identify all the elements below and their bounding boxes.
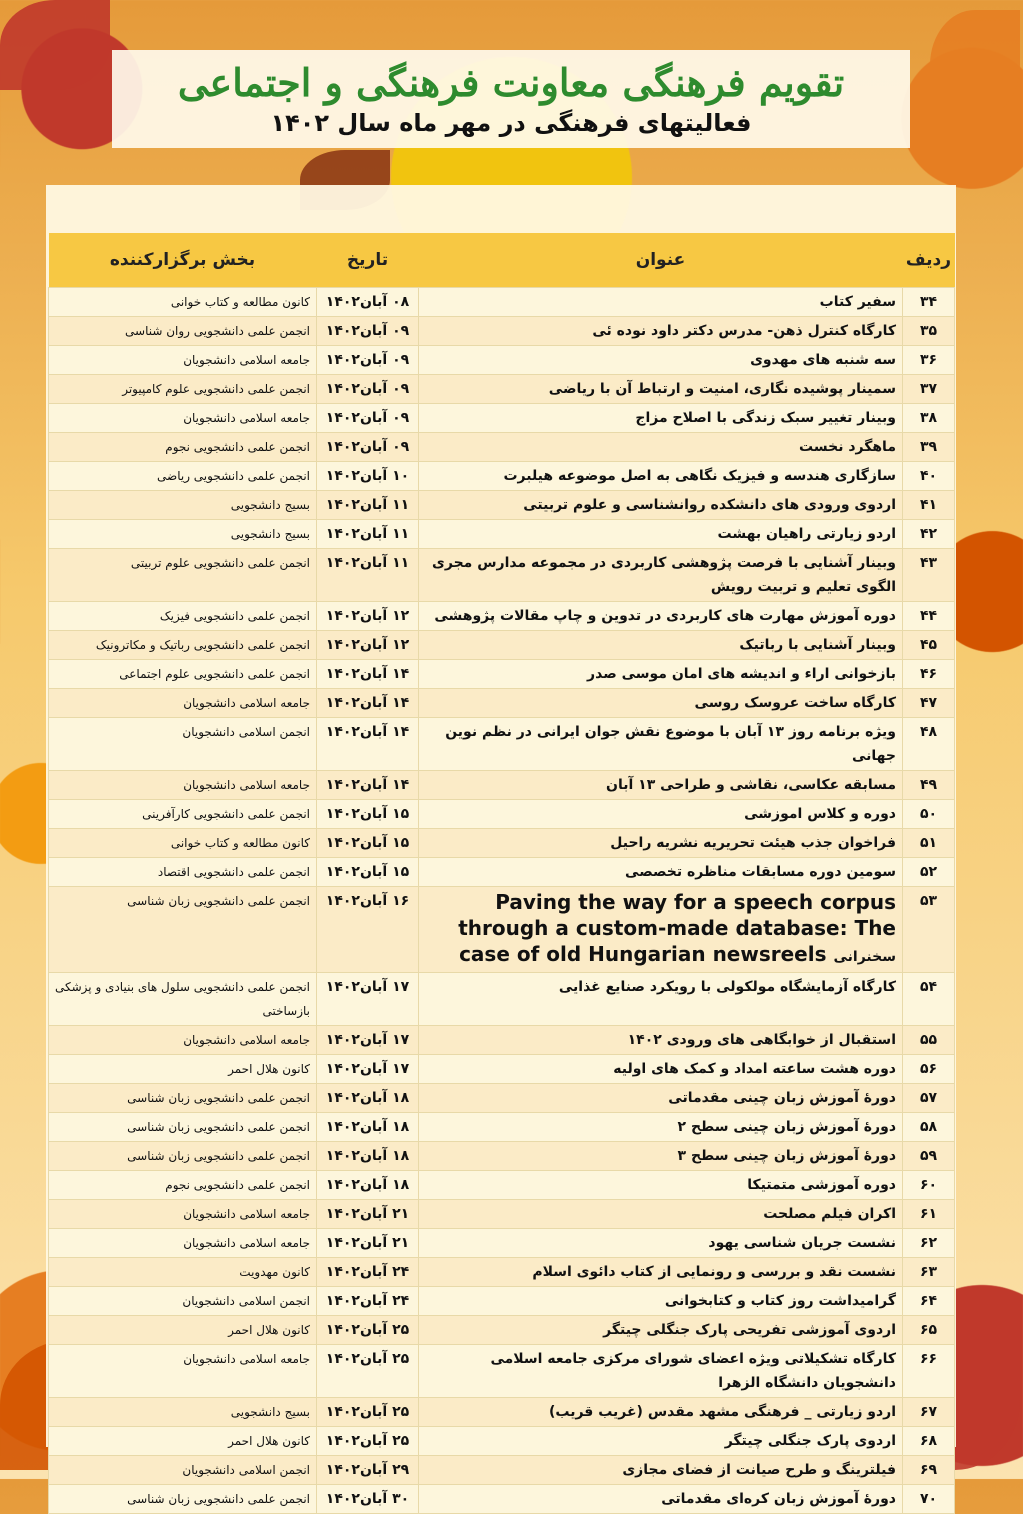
event-date-cell: ۱۱ آبان۱۴۰۲ [317,549,419,602]
event-date-cell: ۲۱ آبان۱۴۰۲ [317,1229,419,1258]
organizer-cell: جامعه اسلامی دانشجویان [49,1229,317,1258]
event-date-cell: ۱۱ آبان۱۴۰۲ [317,520,419,549]
event-title-cell: وبینار آشنایی با فرصت پژوهشی کاربردی در مجموعه مدارس مجری الگوی تعلیم و تربیت رویش [419,549,903,602]
event-date-cell: ۲۹ آبان۱۴۰۲ [317,1456,419,1485]
row-number-cell: ۶۱ [903,1200,955,1229]
organizer-cell: انجمن علمی دانشجویی نجوم [49,1171,317,1200]
organizer-cell: بسیج دانشجویی [49,520,317,549]
event-title-cell: فیلترینگ و طرح صیانت از فضای مجازی [419,1456,903,1485]
organizer-cell: انجمن اسلامی دانشجویان [49,1287,317,1316]
event-date-cell: ۱۲ آبان۱۴۰۲ [317,631,419,660]
organizer-cell: انجمن علمی دانشجویی سلول های بنیادی و پزشکی بازساختی [49,973,317,1026]
organizer-cell: کانون هلال احمر [49,1316,317,1345]
event-title-cell: اردو زیارتی _ فرهنگی مشهد مقدس (غریب قریب) [419,1398,903,1427]
event-date-cell: ۰۹ آبان۱۴۰۲ [317,346,419,375]
table-row [49,1113,955,1142]
row-number-cell: ۴۳ [903,549,955,602]
event-title-cell: دوره آموزشی متمتیکا [419,1171,903,1200]
event-date-cell: ۲۵ آبان۱۴۰۲ [317,1398,419,1427]
event-title-cell: سازگاری هندسه و فیزیک نگاهی به اصل موضوعه هیلبرت [419,462,903,491]
event-date-cell: ۲۵ آبان۱۴۰۲ [317,1345,419,1398]
row-number-cell: ۵۶ [903,1055,955,1084]
table-row [49,288,955,317]
row-number-cell: ۳۹ [903,433,955,462]
row-number-cell: ۶۸ [903,1427,955,1456]
table-row [49,829,955,858]
event-title-cell: نشست نقد و بررسی و رونمایی از کتاب دائوی اسلام [419,1258,903,1287]
table-row [49,1142,955,1171]
table-row [49,689,955,718]
event-title-cell: ماهگرد نخست [419,433,903,462]
organizer-cell: جامعه اسلامی دانشجویان [49,1345,317,1398]
table-row [49,602,955,631]
column-header-organizer: بخش برگزارکننده [49,233,317,288]
event-title-cell [419,887,903,973]
row-number-cell: ۵۴ [903,973,955,1026]
table-row [49,771,955,800]
row-number-cell: ۶۰ [903,1171,955,1200]
row-number-cell: ۴۱ [903,491,955,520]
event-title-cell: دورهٔ آموزش زبان چینی مقدماتی [419,1084,903,1113]
event-title-cell: کارگاه آزمایشگاه مولکولی با رویکرد صنایع غذایی [419,973,903,1026]
event-date-cell: ۰۸ آبان۱۴۰۲ [317,288,419,317]
organizer-cell: انجمن اسلامی دانشجویان [49,718,317,771]
organizer-cell: کانون مطالعه و کتاب خوانی [49,829,317,858]
event-date-cell: ۱۵ آبان۱۴۰۲ [317,858,419,887]
table-row [49,973,955,1026]
event-title-cell: اکران فیلم مصلحت [419,1200,903,1229]
table-row [49,1055,955,1084]
table-row [49,375,955,404]
row-number-cell: ۵۵ [903,1026,955,1055]
event-date-cell: ۱۷ آبان۱۴۰۲ [317,1055,419,1084]
event-date-cell: ۱۷ آبان۱۴۰۲ [317,973,419,1026]
organizer-cell: جامعه اسلامی دانشجویان [49,404,317,433]
event-title-cell: وبینار آشنایی با رباتیک [419,631,903,660]
event-title-cell: دوره هشت ساعته امداد و کمک های اولیه [419,1055,903,1084]
event-date-cell: ۱۲ آبان۱۴۰۲ [317,602,419,631]
table-row [49,1485,955,1514]
row-number-cell: ۵۳ [903,887,955,973]
event-date-cell: ۰۹ آبان۱۴۰۲ [317,433,419,462]
column-header-row-number: ردیف [903,233,955,288]
event-date-cell: ۱۸ آبان۱۴۰۲ [317,1113,419,1142]
organizer-cell: انجمن علمی دانشجویی زبان شناسی [49,1084,317,1113]
event-title-cell: ویژه برنامه روز ۱۳ آبان با موضوع نقش جوان ایرانی در نظم نوین جهانی [419,718,903,771]
row-number-cell: ۳۶ [903,346,955,375]
row-number-cell: ۶۴ [903,1287,955,1316]
event-title-cell: کارگاه ساخت عروسک روسی [419,689,903,718]
event-date-cell: ۲۱ آبان۱۴۰۲ [317,1200,419,1229]
row-number-cell: ۵۲ [903,858,955,887]
table-row [49,1171,955,1200]
events-table [48,233,955,1514]
organizer-cell: بسیج دانشجویی [49,1398,317,1427]
row-number-cell: ۶۵ [903,1316,955,1345]
event-title-cell: سومین دوره مسابقات مناظره تخصصی [419,858,903,887]
table-body [49,288,955,1514]
row-number-cell: ۴۹ [903,771,955,800]
organizer-cell: کانون مهدویت [49,1258,317,1287]
table-row [49,433,955,462]
event-title-cell: سه شنبه های مهدوی [419,346,903,375]
row-number-cell: ۶۳ [903,1258,955,1287]
table-row [49,800,955,829]
row-number-cell: ۵۷ [903,1084,955,1113]
organizer-cell: انجمن علمی دانشجویی علوم کامپیوتر [49,375,317,404]
organizer-cell: انجمن اسلامی دانشجویان [49,1456,317,1485]
organizer-cell: انجمن علمی دانشجویی اقتصاد [49,858,317,887]
organizer-cell: انجمن علمی دانشجویی علوم تربیتی [49,549,317,602]
table-row [49,346,955,375]
row-number-cell: ۴۸ [903,718,955,771]
event-date-cell: ۱۸ آبان۱۴۰۲ [317,1084,419,1113]
organizer-cell: انجمن علمی دانشجویی زبان شناسی [49,887,317,973]
organizer-cell: انجمن علمی دانشجویی زبان شناسی [49,1142,317,1171]
row-number-cell: ۳۴ [903,288,955,317]
event-title-cell: نشست جریان شناسی یهود [419,1229,903,1258]
event-title-cell: استقبال از خوابگاهی های ورودی ۱۴۰۲ [419,1026,903,1055]
event-title-cell: فراخوان جذب هیئت تحریریه نشریه راحیل [419,829,903,858]
table-row [49,1258,955,1287]
event-date-cell: ۱۵ آبان۱۴۰۲ [317,800,419,829]
event-title-cell: گرامیداشت روز کتاب و کتابخوانی [419,1287,903,1316]
table-row [49,1287,955,1316]
row-number-cell: ۴۵ [903,631,955,660]
event-date-cell: ۱۱ آبان۱۴۰۲ [317,491,419,520]
organizer-cell: انجمن علمی دانشجویی فیزیک [49,602,317,631]
row-number-cell: ۳۷ [903,375,955,404]
organizer-cell: انجمن علمی دانشجویی رباتیک و مکاترونیک [49,631,317,660]
organizer-cell: انجمن علمی دانشجویی نجوم [49,433,317,462]
row-number-cell: ۴۴ [903,602,955,631]
page-subtitle: فعالیتهای فرهنگی در مهر ماه سال ۱۴۰۲ [270,109,752,137]
event-date-cell: ۱۷ آبان۱۴۰۲ [317,1026,419,1055]
event-date-cell: ۱۰ آبان۱۴۰۲ [317,462,419,491]
organizer-cell: جامعه اسلامی دانشجویان [49,1026,317,1055]
event-date-cell: ۲۴ آبان۱۴۰۲ [317,1287,419,1316]
event-date-cell: ۲۵ آبان۱۴۰۲ [317,1427,419,1456]
organizer-cell: جامعه اسلامی دانشجویان [49,346,317,375]
table-row [49,317,955,346]
row-number-cell: ۴۰ [903,462,955,491]
event-title-cell: کارگاه تشکیلاتی ویژه اعضای شورای مرکزی جامعه اسلامی دانشجویان دانشگاه الزهرا [419,1345,903,1398]
row-number-cell: ۵۱ [903,829,955,858]
event-title-cell: مسابقه عکاسی، نقاشی و طراحی ۱۳ آبان [419,771,903,800]
table-row [49,631,955,660]
event-date-cell: ۰۹ آبان۱۴۰۲ [317,375,419,404]
event-date-cell: ۱۴ آبان۱۴۰۲ [317,718,419,771]
table-row [49,660,955,689]
row-number-cell: ۶۹ [903,1456,955,1485]
event-title-cell: اردوی پارک جنگلی چیتگر [419,1427,903,1456]
page-title: تقویم فرهنگی معاونت فرهنگی و اجتماعی [177,60,845,105]
table-row [49,491,955,520]
table-row [49,1229,955,1258]
organizer-cell: انجمن علمی دانشجویی زبان شناسی [49,1485,317,1514]
organizer-cell: جامعه اسلامی دانشجویان [49,1200,317,1229]
event-date-cell: ۰۹ آبان۱۴۰۲ [317,317,419,346]
organizer-cell: جامعه اسلامی دانشجویان [49,689,317,718]
table-row [49,1200,955,1229]
event-date-cell: ۱۵ آبان۱۴۰۲ [317,829,419,858]
table-row [49,1456,955,1485]
organizer-cell: کانون هلال احمر [49,1055,317,1084]
row-number-cell: ۶۲ [903,1229,955,1258]
event-title-cell: وبینار تغییر سبک زندگی با اصلاح مزاج [419,404,903,433]
organizer-cell: انجمن علمی دانشجویی علوم اجتماعی [49,660,317,689]
event-date-cell: ۳۰ آبان۱۴۰۲ [317,1485,419,1514]
event-title-cell: دوره آموزش مهارت های کاربردی در تدوین و چاپ مقالات پژوهشی [419,602,903,631]
table-row [49,404,955,433]
organizer-cell: بسیج دانشجویی [49,491,317,520]
autumn-leaf-decoration [0,0,110,90]
table-row [49,549,955,602]
column-header-date: تاریخ [317,233,419,288]
event-title-cell: دورهٔ آموزش زبان کره‌ای مقدماتی [419,1485,903,1514]
table-row [49,1084,955,1113]
row-number-cell: ۴۲ [903,520,955,549]
organizer-cell: جامعه اسلامی دانشجویان [49,771,317,800]
event-title-cell: بازخوانی اراء و اندیشه های امان موسی صدر [419,660,903,689]
event-date-cell: ۱۸ آبان۱۴۰۲ [317,1171,419,1200]
event-title-cell: سمینار پوشیده نگاری، امنیت و ارتباط آن با ریاضی [419,375,903,404]
row-number-cell: ۵۹ [903,1142,955,1171]
event-title-cell: کارگاه کنترل ذهن- مدرس دکتر داود نوده ئی [419,317,903,346]
table-row [49,1026,955,1055]
event-title-english: Paving the way for a speech corpus through a custom-made database: The case of old Hungarian newsreels [458,890,896,966]
event-title-cell: دوره و کلاس اموزشی [419,800,903,829]
table-row [49,1427,955,1456]
event-date-cell: ۱۴ آبان۱۴۰۲ [317,771,419,800]
row-number-cell: ۴۷ [903,689,955,718]
row-number-cell: ۷۰ [903,1485,955,1514]
row-number-cell: ۳۸ [903,404,955,433]
table-row [49,1398,955,1427]
event-date-cell: ۱۸ آبان۱۴۰۲ [317,1142,419,1171]
event-title-cell: اردوی ورودی های دانشکده روانشناسی و علوم تربیتی [419,491,903,520]
event-date-cell: ۱۴ آبان۱۴۰۲ [317,689,419,718]
row-number-cell: ۵۸ [903,1113,955,1142]
event-date-cell: ۱۴ آبان۱۴۰۲ [317,660,419,689]
event-title-cell: اردو زیارتی راهیان بهشت [419,520,903,549]
row-number-cell: ۴۶ [903,660,955,689]
event-title-prefix: سخنرانی [833,949,896,965]
organizer-cell: انجمن علمی دانشجویی کارآفرینی [49,800,317,829]
event-title-cell: اردوی آموزشی تفریحی پارک جنگلی چیتگر [419,1316,903,1345]
autumn-leaf-decoration [930,10,1020,120]
row-number-cell: ۳۵ [903,317,955,346]
event-date-cell: ۰۹ آبان۱۴۰۲ [317,404,419,433]
column-header-title: عنوان [419,233,903,288]
event-date-cell: ۲۴ آبان۱۴۰۲ [317,1258,419,1287]
organizer-cell: انجمن علمی دانشجویی ریاضی [49,462,317,491]
table-row [49,1316,955,1345]
table-row [49,462,955,491]
event-title-cell: دورهٔ آموزش زبان چینی سطح ۲ [419,1113,903,1142]
header-banner [112,50,910,148]
event-date-cell: ۱۶ آبان۱۴۰۲ [317,887,419,973]
table-row [49,718,955,771]
row-number-cell: ۵۰ [903,800,955,829]
table-row [49,858,955,887]
row-number-cell: ۶۶ [903,1345,955,1398]
table-row [49,1345,955,1398]
row-number-cell: ۶۷ [903,1398,955,1427]
table-row [49,887,955,973]
organizer-cell: انجمن علمی دانشجویی زبان شناسی [49,1113,317,1142]
organizer-cell: کانون مطالعه و کتاب خوانی [49,288,317,317]
organizer-cell: کانون هلال احمر [49,1427,317,1456]
event-date-cell: ۲۵ آبان۱۴۰۲ [317,1316,419,1345]
event-title-cell: سفیر کتاب [419,288,903,317]
event-title-cell: دورهٔ آموزش زبان چینی سطح ۳ [419,1142,903,1171]
table-header-row [49,233,955,288]
table-row [49,520,955,549]
organizer-cell: انجمن علمی دانشجویی روان شناسی [49,317,317,346]
